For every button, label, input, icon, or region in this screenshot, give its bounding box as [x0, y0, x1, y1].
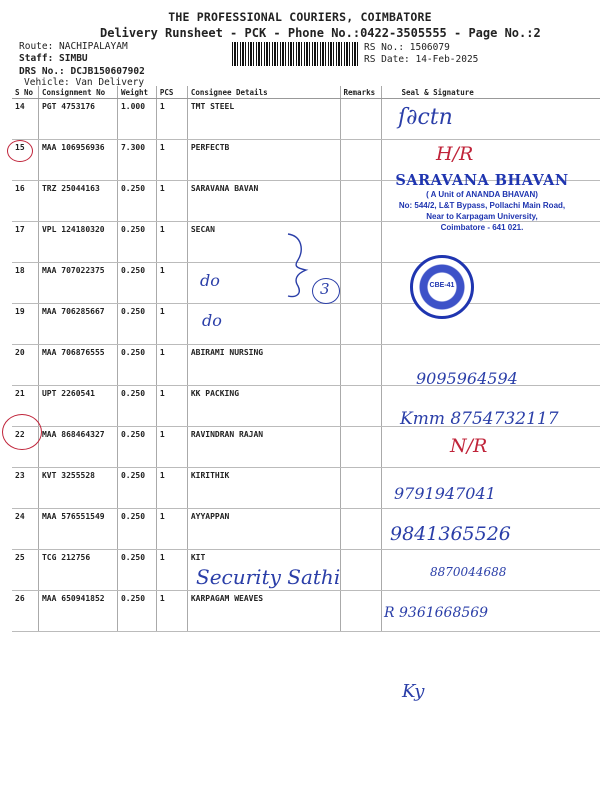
cell-pcs: 1	[156, 263, 187, 304]
table-row	[12, 591, 600, 632]
cell-consignment: UPT 2260541	[38, 386, 117, 427]
cell-pcs: 1	[156, 468, 187, 509]
cell-sno: 14	[12, 99, 38, 140]
cell-pcs: 1	[156, 181, 187, 222]
cell-pcs: 1	[156, 386, 187, 427]
handwritten-nr: N/R	[450, 435, 488, 457]
cell-consignment: MAA 106956936	[38, 140, 117, 181]
cell-sno: 16	[12, 181, 38, 222]
cell-weight: 0.250	[117, 550, 156, 591]
rs-number: RS No.: 1506079	[364, 42, 450, 53]
handwritten-ditto: do	[202, 311, 222, 330]
cell-sno: 25	[12, 550, 38, 591]
handwritten-ditto: do	[200, 271, 220, 290]
cell-seal	[381, 304, 600, 345]
cell-consignee: KIRITHIK	[187, 468, 340, 509]
stamp-line: Coimbatore - 641 021.	[440, 223, 524, 232]
cell-consignee: PERFECTB	[187, 140, 340, 181]
cell-pcs: 1	[156, 550, 187, 591]
col-seal-signature: Seal & Signature	[381, 86, 600, 99]
cell-weight: 0.250	[117, 386, 156, 427]
handwritten-phone: 9841365526	[390, 523, 511, 545]
cell-sno: 17	[12, 222, 38, 263]
cell-consignment: MAA 706285667	[38, 304, 117, 345]
cell-consignment: TRZ 25044163	[38, 181, 117, 222]
cell-remarks	[340, 140, 381, 181]
cell-sno: 18	[12, 263, 38, 304]
cell-weight: 0.250	[117, 263, 156, 304]
table-row	[12, 99, 600, 140]
drs-number: DRS No.: DCJB150607902	[19, 66, 145, 77]
route: Route: NACHIPALAYAM	[19, 41, 128, 52]
cell-pcs: 1	[156, 427, 187, 468]
saravana-bhavan-stamp	[394, 172, 570, 233]
cell-consignee: KIT	[187, 550, 340, 591]
red-circle-mark	[7, 140, 33, 162]
col-sno: S No	[12, 86, 38, 99]
cell-remarks	[340, 509, 381, 550]
handwritten-phone: Kmm 8754732117	[400, 409, 559, 429]
signature: ſ∂ctn	[398, 105, 453, 130]
cell-remarks	[340, 345, 381, 386]
cell-sno: 20	[12, 345, 38, 386]
col-consignment: Consignment No	[38, 86, 117, 99]
cell-consignment: MAA 707022375	[38, 263, 117, 304]
handwritten-phone: R 9361668569	[384, 605, 489, 621]
cell-consignee: SECAN	[187, 222, 340, 263]
col-consignee: Consignee Details	[187, 86, 340, 99]
cell-weight: 1.000	[117, 99, 156, 140]
table-row	[12, 427, 600, 468]
company-title: THE PROFESSIONAL COURIERS, COIMBATORE	[168, 10, 432, 24]
cell-pcs: 1	[156, 222, 187, 263]
cell-consignee: TMT STEEL	[187, 99, 340, 140]
cell-sno: 21	[12, 386, 38, 427]
secan-company-seal: CBE-41	[410, 255, 474, 319]
stamp-line: No: 544/2, L&T Bypass, Pollachi Main Road,	[398, 201, 566, 210]
cell-consignment: VPL 124180320	[38, 222, 117, 263]
cell-pcs: 1	[156, 509, 187, 550]
cell-remarks	[340, 427, 381, 468]
cell-weight: 0.250	[117, 304, 156, 345]
cell-consignee: ABIRAMI NURSING	[187, 345, 340, 386]
rs-date: RS Date: 14-Feb-2025	[364, 54, 479, 65]
handwritten-phone: 9791947041	[394, 484, 496, 503]
cell-pcs: 1	[156, 345, 187, 386]
table-header	[12, 86, 600, 99]
cell-consignee: AYYAPPAN	[187, 509, 340, 550]
cell-sno: 19	[12, 304, 38, 345]
cell-consignee: SARAVANA BAVAN	[187, 181, 340, 222]
stamp-name: SARAVANA BHAVAN	[395, 172, 569, 189]
cell-consignee: RAVINDRAN RAJAN	[187, 427, 340, 468]
col-remarks: Remarks	[340, 86, 381, 99]
cell-consignment: TCG 212756	[38, 550, 117, 591]
handwritten-phone: 9095964594	[416, 369, 518, 388]
cell-weight: 0.250	[117, 427, 156, 468]
runsheet-subtitle: Delivery Runsheet - PCK - Phone No.:0422-3505555 - Page No.:2	[100, 26, 541, 40]
cell-pcs: 1	[156, 140, 187, 181]
cell-remarks	[340, 181, 381, 222]
cell-sno: 26	[12, 591, 38, 632]
cell-remarks	[340, 263, 381, 304]
cell-remarks	[340, 591, 381, 632]
handwritten-phone: 8870044688	[430, 565, 507, 579]
stamp-line: ( A Unit of ANANDA BHAVAN)	[426, 190, 538, 199]
cell-sno: 24	[12, 509, 38, 550]
col-weight: Weight	[117, 86, 156, 99]
cell-weight: 0.250	[117, 591, 156, 632]
cell-weight: 0.250	[117, 181, 156, 222]
cell-weight: 7.300	[117, 140, 156, 181]
handwritten-hr: H/R	[436, 143, 474, 165]
cell-remarks	[340, 468, 381, 509]
barcode	[232, 42, 358, 66]
vehicle: Vehicle: Van Delivery	[24, 77, 145, 88]
cell-consignment: KVT 3255528	[38, 468, 117, 509]
cell-sno: 22	[12, 427, 38, 468]
cell-remarks	[340, 386, 381, 427]
cell-consignee: KARPAGAM WEAVES	[187, 591, 340, 632]
col-pcs: PCS	[156, 86, 187, 99]
cell-consignment: PGT 4753176	[38, 99, 117, 140]
table-row	[12, 509, 600, 550]
cell-sno: 15	[12, 140, 38, 181]
handwritten-phone: 9361668569	[399, 605, 489, 621]
cell-consignment: MAA 868464327	[38, 427, 117, 468]
cell-consignment: MAA 576551549	[38, 509, 117, 550]
handwritten-three: 3	[320, 280, 330, 298]
cell-remarks	[340, 304, 381, 345]
handwritten-security-name: Security Sathi	[196, 565, 341, 589]
cell-weight: 0.250	[117, 345, 156, 386]
cell-pcs: 1	[156, 591, 187, 632]
red-circle-mark	[2, 414, 42, 450]
cell-pcs: 1	[156, 304, 187, 345]
cell-consignment: MAA 706876555	[38, 345, 117, 386]
stamp-line: Near to Karpagam University,	[426, 212, 538, 221]
cell-weight: 0.250	[117, 222, 156, 263]
cell-consignment: MAA 650941852	[38, 591, 117, 632]
table-row	[12, 304, 600, 345]
cell-pcs: 1	[156, 99, 187, 140]
cell-weight: 0.250	[117, 509, 156, 550]
cell-seal	[381, 427, 600, 468]
cell-sno: 23	[12, 468, 38, 509]
staff: Staff: SIMBU	[19, 53, 88, 64]
table-row	[12, 468, 600, 509]
cell-remarks	[340, 550, 381, 591]
handwritten-phone: 8754732117	[450, 409, 559, 429]
runsheet-table	[12, 86, 600, 632]
handwritten-brace	[284, 230, 310, 300]
cell-consignee: KK PACKING	[187, 386, 340, 427]
signature: Ky	[402, 681, 425, 702]
cell-weight: 0.250	[117, 468, 156, 509]
cell-remarks	[340, 222, 381, 263]
cell-remarks	[340, 99, 381, 140]
